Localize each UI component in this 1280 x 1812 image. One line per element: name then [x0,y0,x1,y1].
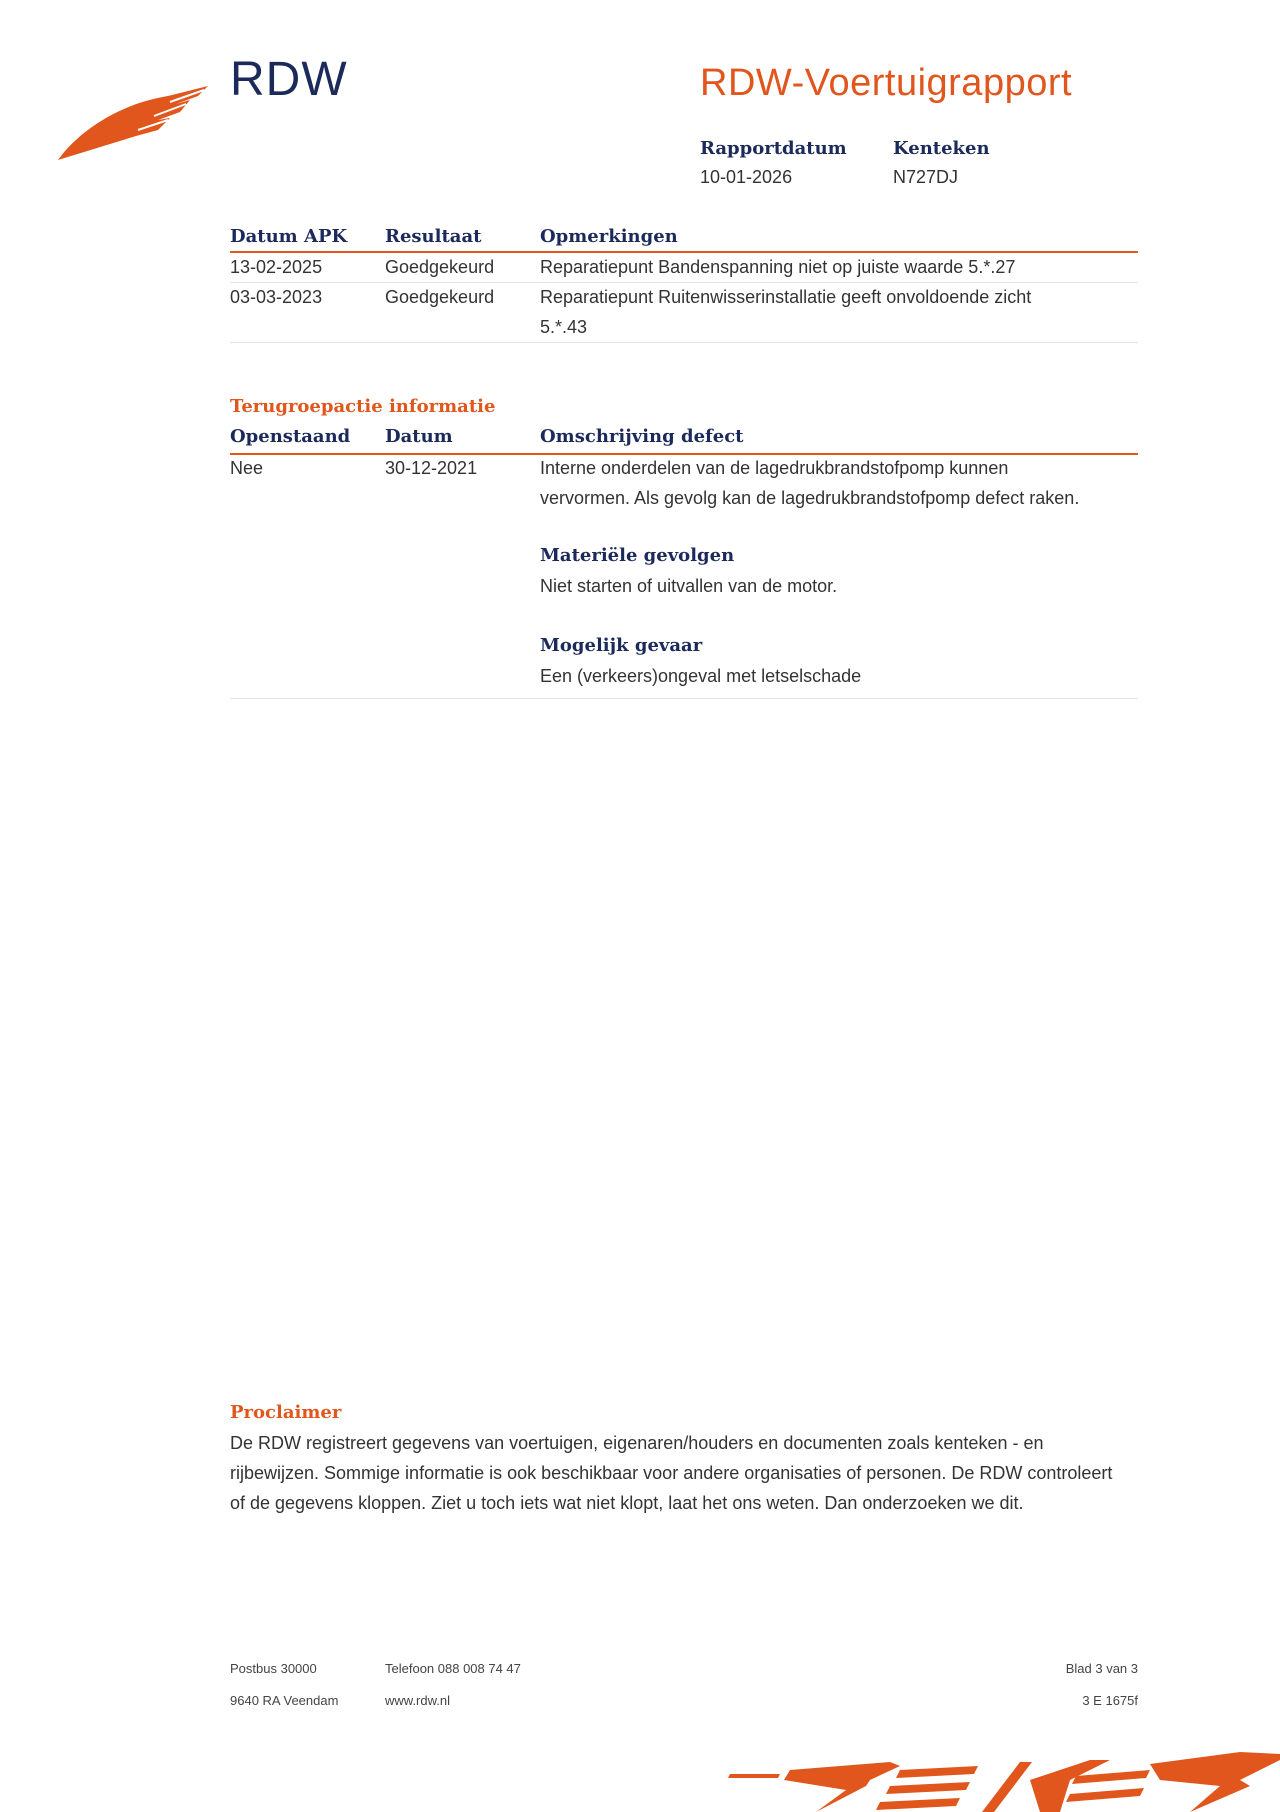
page-title: RDW-Voertuigrapport [700,62,1073,104]
proclaimer-title: Proclaimer [230,1402,342,1423]
footer-website: www.rdw.nl [385,1693,451,1708]
recall-defect-text-cont: vervormen. Als gevolg kan de lagedrukbrandstofpomp defect raken. [540,488,1080,508]
rdw-logo-text: RDW [230,53,348,106]
rdw-stripes-graphic [720,1740,1280,1812]
recall-header-date: Datum [385,426,453,447]
apk-header-result: Resultaat [385,226,482,247]
footer-page-number: Blad 3 van 3 [1065,1661,1138,1676]
plate-label: Kenteken [893,138,990,159]
material-consequences-text: Niet starten of uitvallen van de motor. [540,576,838,596]
recall-header-defect: Omschrijving defect [540,426,744,447]
apk-header-date: Datum APK [230,226,348,247]
material-consequences-title: Materiële gevolgen [540,545,735,566]
recall-open-value: Nee [230,458,264,478]
recall-header-open: Openstaand [230,426,351,447]
possible-danger-text: Een (verkeers)ongeval met letselschade [540,666,862,686]
apk-row-date: 03-03-2023 [230,287,323,307]
recall-defect-text: Interne onderdelen van de lagedrukbrandstofpomp kunnen [540,458,1009,478]
footer-phone: Telefoon 088 008 74 47 [385,1661,521,1676]
row-divider [230,342,1138,343]
recall-date-value: 30-12-2021 [385,458,478,478]
report-date-value: 10-01-2026 [700,167,793,187]
rdw-wing-icon [58,82,210,162]
possible-danger-title: Mogelijk gevaar [540,635,703,656]
footer-postbus: Postbus 30000 [230,1661,317,1676]
apk-row-date: 13-02-2025 [230,257,323,277]
recall-bottom-divider [230,698,1138,699]
report-date-label: Rapportdatum [700,138,847,159]
recall-section-title: Terugroepactie informatie [230,396,496,417]
apk-row-remark: Reparatiepunt Ruitenwisserinstallatie geeft onvoldoende zicht [540,287,1032,307]
apk-header-remarks: Opmerkingen [540,226,678,247]
apk-row-remark-cont: 5.*.43 [540,317,588,337]
apk-row-remark: Reparatiepunt Bandenspanning niet op juiste waarde 5.*.27 [540,257,1016,277]
footer-document-code: 3 E 1675f [1082,1693,1138,1708]
apk-row-result: Goedgekeurd [385,257,495,277]
apk-row-result: Goedgekeurd [385,287,495,307]
proclaimer-text: De RDW registreert gegevens van voertuigen, eigenaren/houders en documenten zoals kenteken - en rijbewijzen. Sommige informatie is ook beschikbaar voor andere organisaties of personen. De RDW controleert of de gegevens kloppen. Ziet u toch iets wat niet klopt, laat het ons weten. Dan onderzoeken we dit. [230,1433,1113,1513]
footer-city: 9640 RA Veendam [230,1693,339,1708]
plate-value: N727DJ [893,167,959,187]
